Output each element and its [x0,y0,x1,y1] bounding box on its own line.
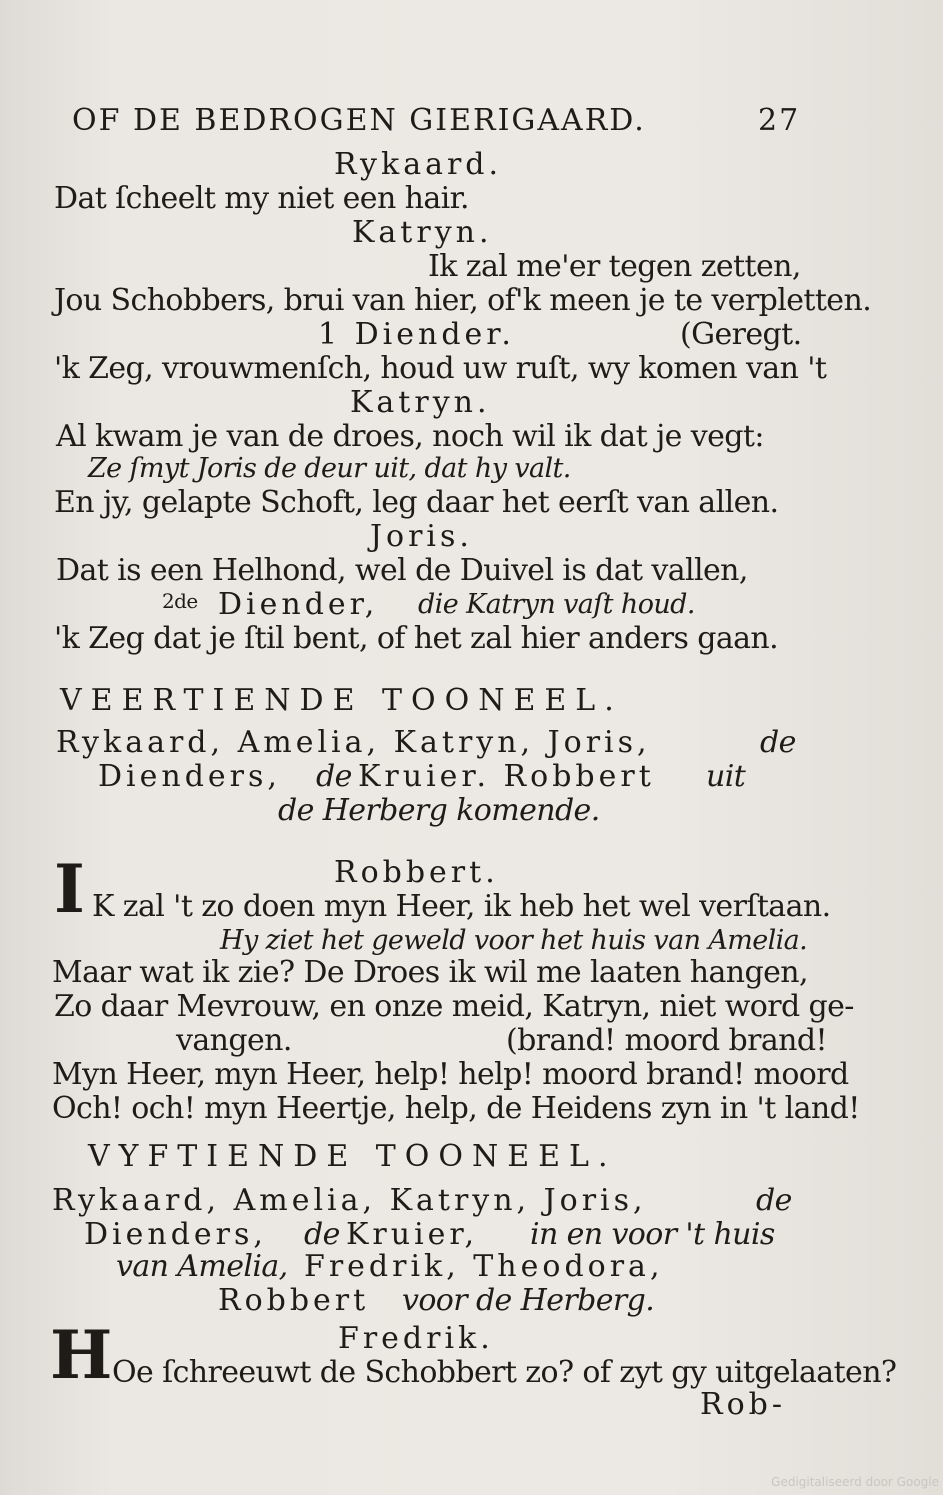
stage-direction: Hy ziet het geweld voor het huis van Amelia. [220,925,808,956]
page-number: 27 [758,103,801,138]
speaker-name: Fredrik. [338,1321,494,1356]
cast-list: Robbert [218,1283,370,1318]
cast-list: van Amelia, [116,1249,288,1284]
ordinal-superscript: 2de [162,589,198,613]
catchword: Rob- [700,1387,786,1422]
verse-line: K zal 't zo doen myn Heer, ik heb het wel verſtaan. [92,889,831,924]
cast-list: Dienders, [98,759,281,794]
verse-line: Dat ſcheelt my niet een hair. [54,181,469,216]
verse-line: Och! och! myn Heertje, help, de Heidens zyn in 't land! [52,1091,860,1126]
verse-line: 'k Zeg, vrouwmenſch, houd uw ruſt, wy komen van 't [54,351,827,386]
cast-list: de [316,759,352,794]
scene-heading: VEERTIENDE TOONEEL. [60,683,623,718]
verse-line: Zo daar Mevrouw, en onze meid, Katryn, niet word ge- [54,989,854,1024]
scene-heading: VYFTIENDE TOONEEL. [88,1139,617,1174]
speaker-name: 1 Diender. [318,317,515,352]
running-title: OF DE BEDROGEN GIERIGAARD. [72,103,646,138]
cast-list: de Herberg komende. [278,793,600,828]
speaker-name: Rykaard. [334,147,503,182]
cast-list: Rykaard, Amelia, Katryn, Joris, [56,725,651,760]
cast-list: Kruier, [346,1217,479,1252]
drop-cap: H [50,1316,113,1394]
verse-line: 'k Zeg dat je ſtil bent, of het zal hier anders gaan. [54,621,779,656]
verse-line: En jy, gelapte Schoft, leg daar het eerſt van allen. [54,485,779,520]
cast-list: Rykaard, Amelia, Katryn, Joris, [52,1183,647,1218]
verse-line: vangen. [176,1023,292,1058]
cast-list: de [760,725,796,760]
digitization-watermark: Gedigitaliseerd door Google [771,1475,939,1489]
verse-line: Oe ſchreeuwt de Schobbert zo? of zyt gy uitgelaaten? [112,1355,897,1390]
speaker-name: Robbert. [334,855,499,890]
verse-runover: (brand! moord brand! [506,1023,827,1058]
drop-cap: I [54,850,85,928]
speaker-name: Katryn. [352,215,493,250]
verse-line: Ik zal me'er tegen zetten, [428,249,801,284]
speaker-name: Katryn. [350,385,491,420]
speaker-name: Joris. [370,519,473,554]
verse-runover: (Geregt. [680,317,802,352]
cast-list: de [756,1183,792,1218]
verse-line: Jou Schobbers, brui van hier, of'k meen je te verpletten. [54,283,872,318]
cast-list: Fredrik, Theodora, [304,1249,664,1284]
verse-line: Al kwam je van de droes, noch wil ik dat je vegt: [56,419,764,454]
cast-list: Dienders, [84,1217,267,1252]
stage-direction: die Katryn vaſt houd. [418,589,695,620]
cast-list: in en voor 't huis [530,1217,775,1252]
speaker-name: Diender, [218,587,379,622]
stage-direction: Ze ſmyt Joris de deur uit, dat hy valt. [88,453,571,484]
cast-list: voor de Herberg. [402,1283,655,1318]
verse-line: Dat is een Helhond, wel de Duivel is dat vallen, [56,553,748,588]
verse-line: Maar wat ik zie? De Droes ik wil me laaten hangen, [52,955,808,990]
cast-list: Kruier. Robbert [358,759,655,794]
cast-list: de [304,1217,340,1252]
cast-list: uit [706,759,746,794]
verse-line: Myn Heer, myn Heer, help! help! moord brand! moord [52,1057,849,1092]
